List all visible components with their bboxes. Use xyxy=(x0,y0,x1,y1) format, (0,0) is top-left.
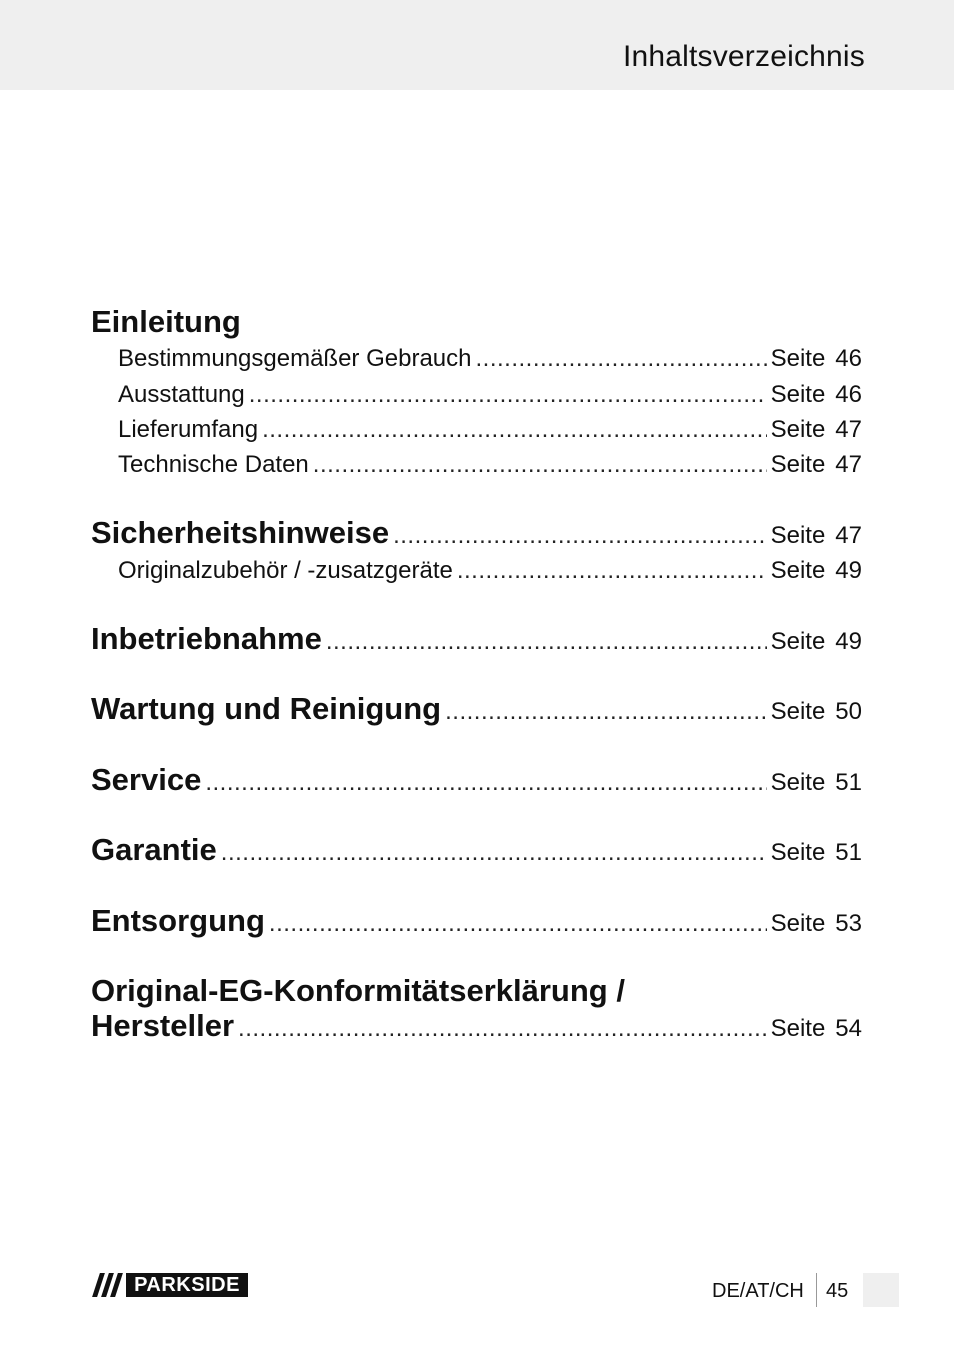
leader-dots xyxy=(238,1015,767,1043)
section-title-einleitung[interactable]: Einleitung xyxy=(91,304,241,339)
language-codes: DE/AT/CH xyxy=(712,1280,804,1302)
toc-section-service[interactable] xyxy=(91,762,862,798)
section-title-wartung: Wartung und Reinigung xyxy=(91,691,442,726)
logo-stripes-icon xyxy=(90,1273,126,1297)
page-number: 54 xyxy=(835,1015,862,1042)
toc-entry-label: Ausstattung xyxy=(118,381,245,408)
section-title-service: Service xyxy=(91,762,202,797)
seite-label: Seite xyxy=(770,451,826,478)
page-number: 46 xyxy=(835,381,862,408)
toc-section-hersteller[interactable] xyxy=(91,1008,862,1044)
logo-text: PARKSIDE xyxy=(126,1273,248,1297)
footer-page-number: 45 xyxy=(826,1280,849,1302)
footer-tab-marker xyxy=(863,1273,899,1307)
section-title-garantie: Garantie xyxy=(91,832,217,867)
seite-label: Seite xyxy=(770,698,826,725)
page-number: 47 xyxy=(835,416,862,443)
leader-dots xyxy=(205,769,766,797)
seite-label: Seite xyxy=(770,557,826,584)
toc-section-inbetriebnahme[interactable] xyxy=(91,621,862,657)
page-number: 53 xyxy=(835,910,862,937)
page-number: 49 xyxy=(835,628,862,655)
seite-label: Seite xyxy=(770,769,826,796)
section-title-inbetriebnahme: Inbetriebnahme xyxy=(91,621,322,656)
seite-label: Seite xyxy=(770,628,826,655)
page-number: 46 xyxy=(835,345,862,372)
toc-section-entsorgung[interactable] xyxy=(91,903,862,939)
toc-section-garantie[interactable] xyxy=(91,832,862,868)
page-number: 51 xyxy=(835,839,862,866)
page-number: 50 xyxy=(835,698,862,725)
section-title-sicherheitshinweise: Sicherheitshinweise xyxy=(91,515,390,550)
page-number: 51 xyxy=(835,769,862,796)
toc-section-wartung[interactable] xyxy=(91,691,862,727)
leader-dots xyxy=(457,557,767,585)
section-title-konformitaet[interactable]: Original-EG-Konformitätserklärung / xyxy=(91,973,625,1008)
leader-dots xyxy=(313,451,767,479)
leader-dots xyxy=(475,345,766,373)
seite-label: Seite xyxy=(770,345,826,372)
leader-dots xyxy=(269,910,767,938)
toc-entry[interactable] xyxy=(118,381,862,409)
toc-entry-label: Originalzubehör / -zusatzgeräte xyxy=(118,557,453,584)
toc-entry[interactable] xyxy=(118,345,862,373)
toc-section-sicherheitshinweise[interactable] xyxy=(91,515,862,551)
leader-dots xyxy=(221,839,767,867)
leader-dots xyxy=(326,628,767,656)
seite-label: Seite xyxy=(770,910,826,937)
section-title-hersteller: Hersteller xyxy=(91,1008,235,1043)
toc-entry-label: Lieferumfang xyxy=(118,416,259,443)
page-number: 47 xyxy=(835,522,862,549)
seite-label: Seite xyxy=(770,1015,826,1042)
page-title: Inhaltsverzeichnis xyxy=(622,40,865,73)
page-number: 47 xyxy=(835,451,862,478)
seite-label: Seite xyxy=(770,381,826,408)
leader-dots xyxy=(249,381,767,409)
seite-label: Seite xyxy=(770,416,826,443)
toc-entry[interactable] xyxy=(118,557,862,585)
section-title-entsorgung: Entsorgung xyxy=(91,903,265,938)
leader-dots xyxy=(262,416,767,444)
toc-entry-label: Bestimmungsgemäßer Gebrauch xyxy=(118,345,472,372)
parkside-logo xyxy=(90,1273,248,1297)
seite-label: Seite xyxy=(770,522,826,549)
leader-dots xyxy=(445,698,766,726)
leader-dots xyxy=(393,522,767,550)
footer-divider xyxy=(816,1273,817,1307)
toc-entry-label: Technische Daten xyxy=(118,451,309,478)
seite-label: Seite xyxy=(770,839,826,866)
page-number: 49 xyxy=(835,557,862,584)
toc-entry[interactable] xyxy=(118,416,862,444)
toc-entry[interactable] xyxy=(118,451,862,479)
